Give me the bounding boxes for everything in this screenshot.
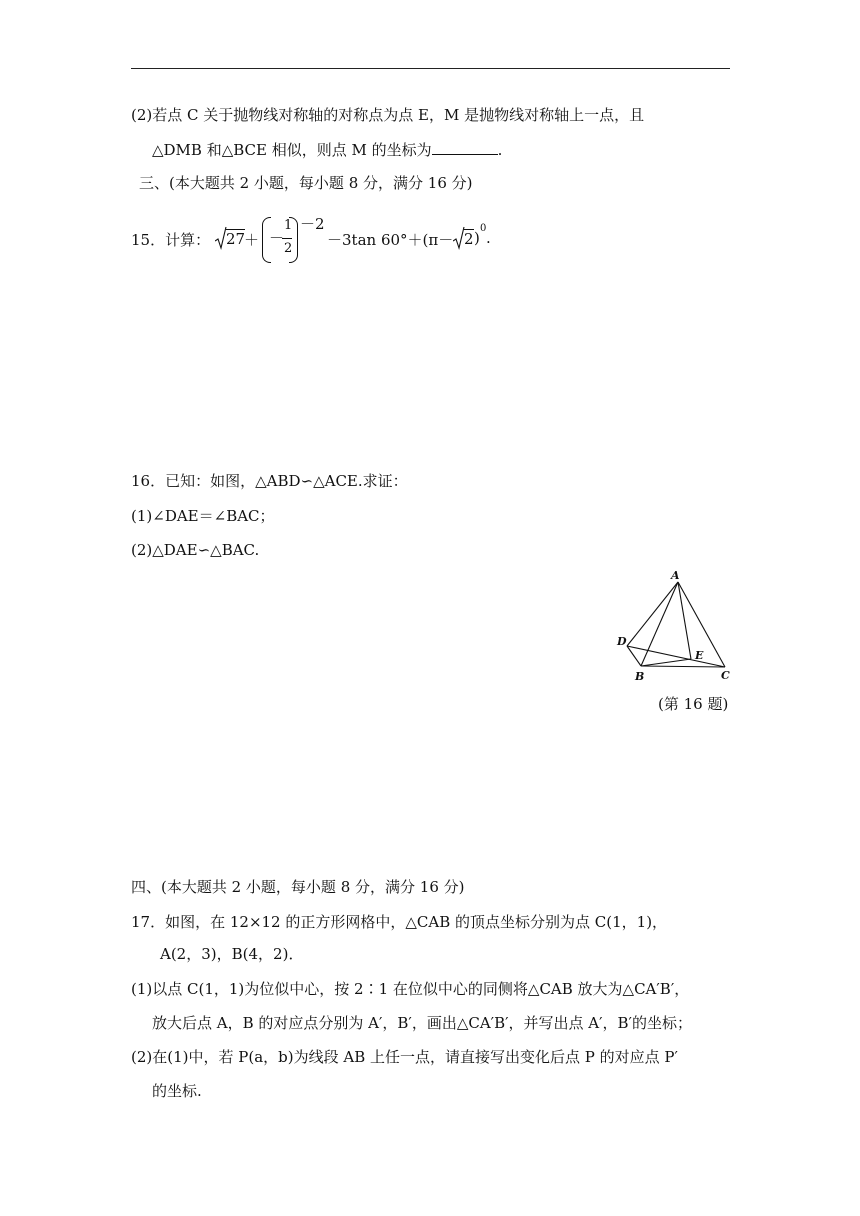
q14-part2-line2-end: . [497,141,503,159]
q14-part2-line2-text: △DMB 和△BCE 相似，则点 M 的坐标为 [152,141,432,159]
q17-line1: 17．如图，在 12×12 的正方形网格中，△CAB 的顶点坐标分别为点 C(1，1)， [131,913,668,931]
q14-part2-line1: (2)若点 C 关于抛物线对称轴的对称点为点 E，M 是抛物线对称轴上一点，且 [131,106,645,124]
triangle-diagram [612,568,738,686]
q17-line2: A(2，3)，B(4，2)． [160,945,304,963]
label-B: B [635,670,645,683]
edge-AD [627,582,678,646]
q17-part2-line1: (2)在(1)中，若 P(a，b)为线段 AB 上任一点，请直接写出变化后点 P 的对应点 P′ [131,1048,678,1066]
q16-figure [612,568,738,686]
q15-rest-1: －3tan 60°＋(π－ [327,231,454,249]
label-D: D [617,635,627,648]
q15-end: . [486,229,491,247]
figure-16-caption: (第 16 题) [658,695,729,713]
q17-part1-line1: (1)以点 C(1，1)为位似中心，按 2∶1 在位似中心的同侧将△CAB 放大为△CA′B′， [131,980,690,998]
fraction-minus: － [269,229,285,247]
section-3-heading: 三、(本大题共 2 小题，每小题 8 分，满分 16 分) [139,174,473,192]
label-A: A [671,569,680,582]
q14-part2-line2 [152,139,502,161]
header-rule [131,68,730,69]
section-4-heading: 四、(本大题共 2 小题，每小题 8 分，满分 16 分) [131,878,465,896]
q16-stem: 16．已知：如图，△ABD∽△ACE.求证： [131,472,408,490]
exponent-neg-2: －2 [300,215,325,233]
label-C: C [721,669,730,682]
fraction-numerator: 1 [284,218,293,233]
sqrt-27-radicand: 27 [226,230,246,248]
q17-part2-line2: 的坐标. [152,1082,202,1100]
answer-blank [432,139,498,155]
q17-part1-line2: 放大后点 A，B 的对应点分别为 A′，B′，画出△CA′B′，并写出点 A′，B′的坐标； [152,1014,692,1032]
fraction-bar [282,238,292,239]
fraction-group [262,217,298,261]
edge-BC [641,666,725,667]
q15-rest-2: ) [474,229,480,247]
q16-part2: (2)△DAE∽△BAC. [131,541,260,559]
plus-sign: ＋ [244,231,260,249]
label-E: E [695,649,704,662]
edge-BE [641,659,691,666]
sqrt-2-radicand: 2 [464,230,474,248]
fraction-denominator: 2 [284,241,293,256]
q16-part1: (1)∠DAE＝∠BAC； [131,507,275,525]
q15-label: 15．计算： [131,231,211,249]
exponent-zero: 0 [480,223,487,234]
